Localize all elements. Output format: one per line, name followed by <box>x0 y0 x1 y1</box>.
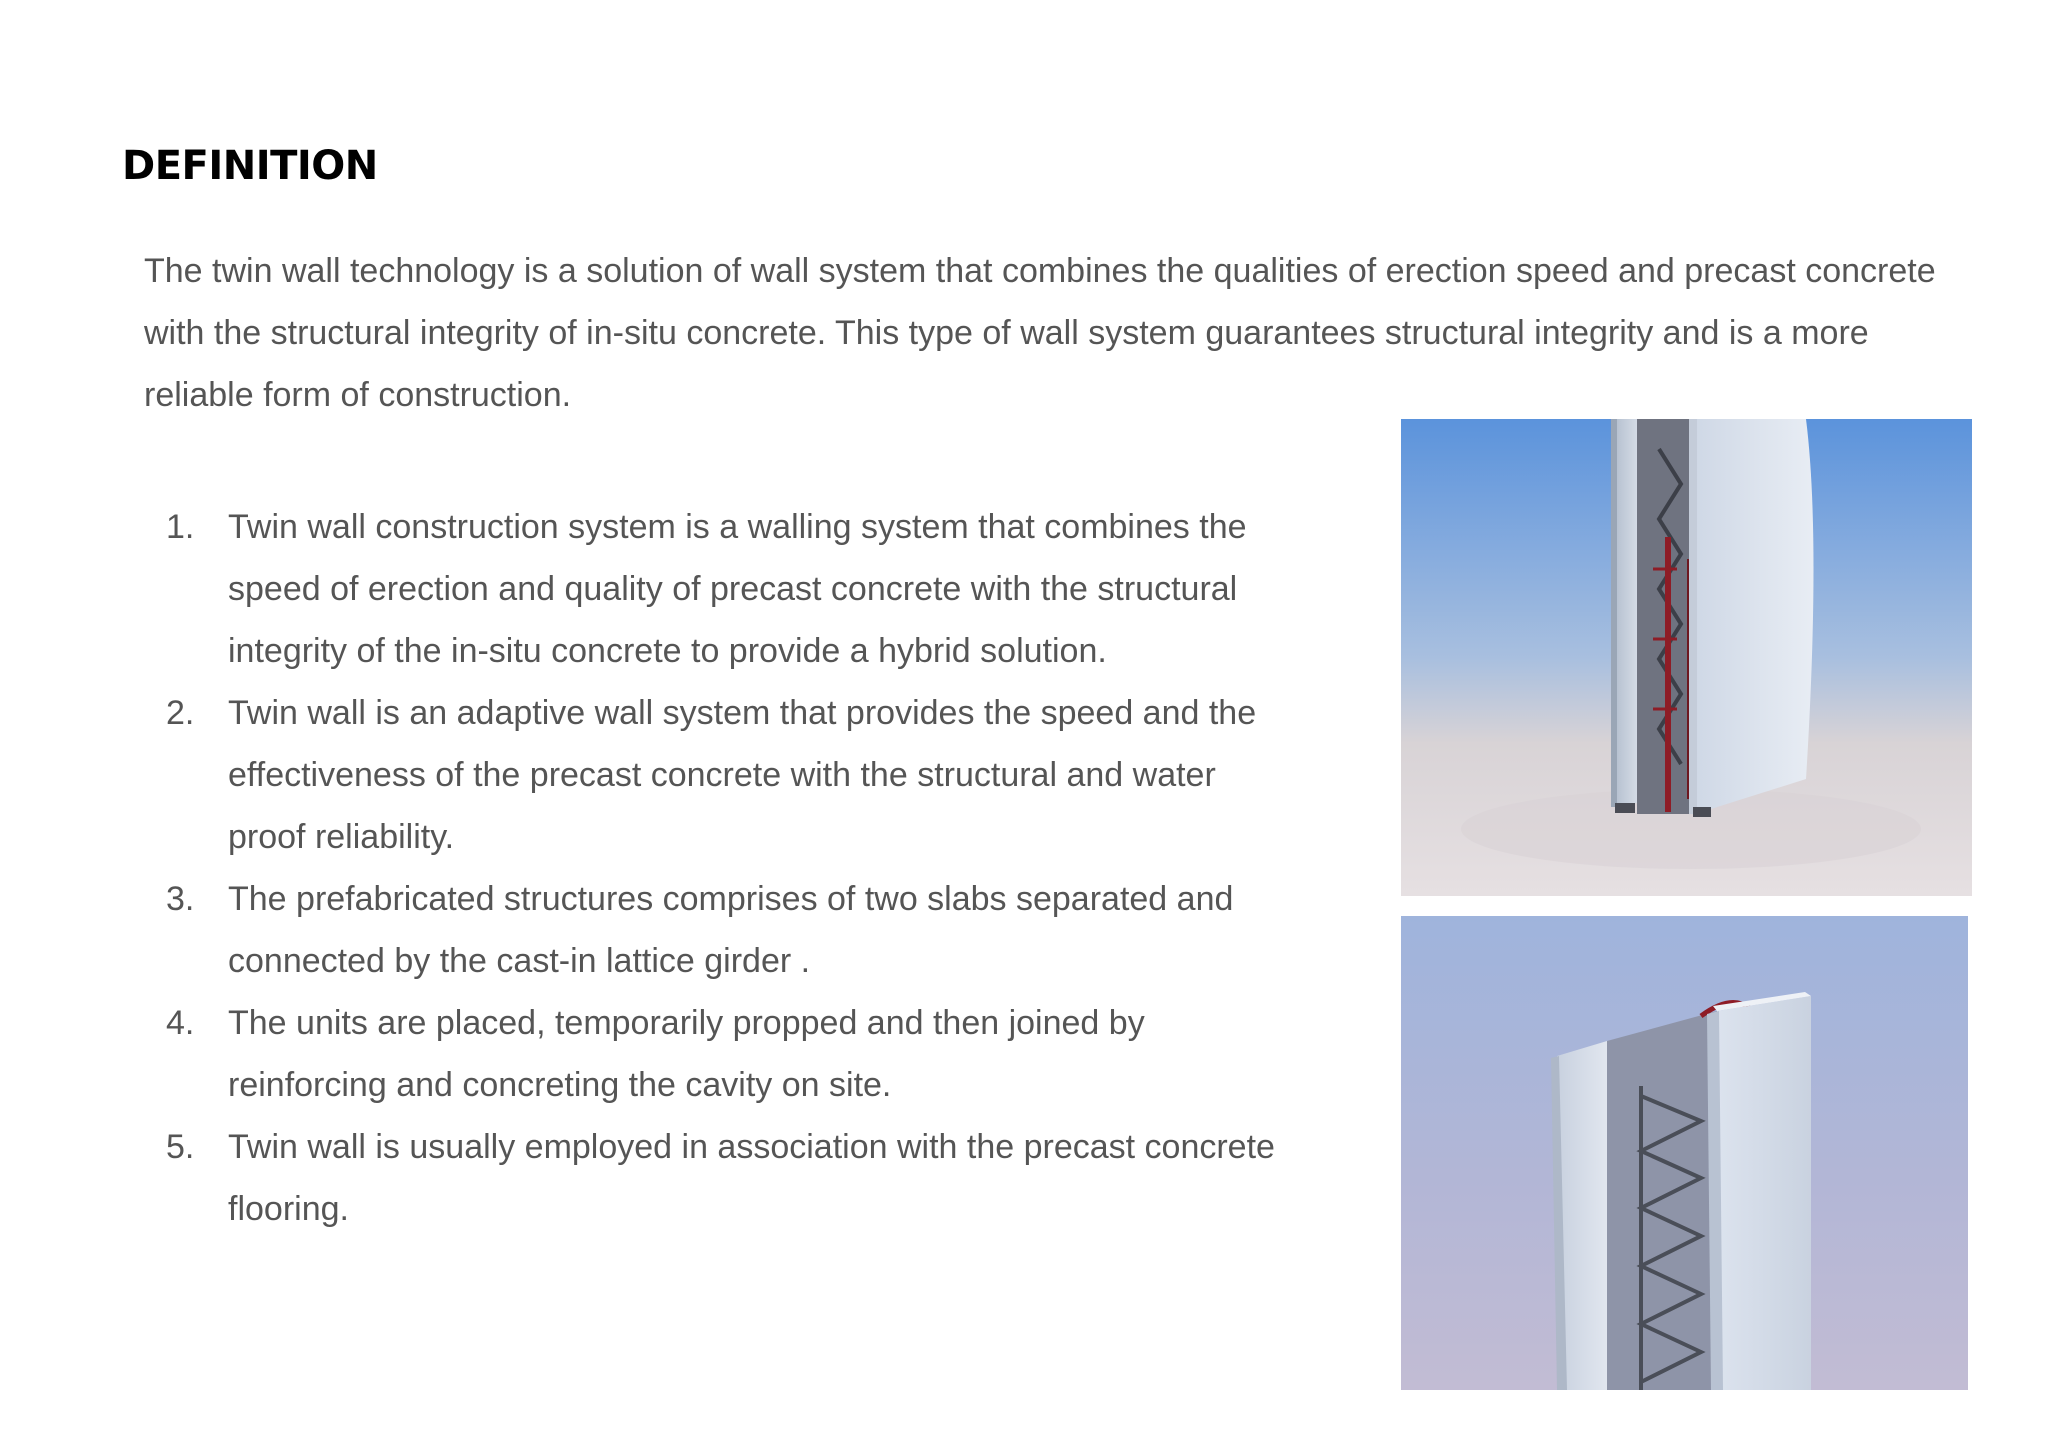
list-text: The prefabricated structures comprises of two slabs separated and connected by the cast-in lattice girder . <box>228 880 1234 980</box>
list-item <box>144 682 1294 868</box>
list-number: 3. <box>166 880 195 918</box>
list-item <box>144 992 1294 1116</box>
list-item <box>144 868 1294 992</box>
intro-paragraph: The twin wall technology is a solution of wall system that combines the qualities of erection speed and precast concrete with the structural integrity of in-situ concrete. This type of wall system guarantees structural integrity and is a more reliable form of construction. <box>144 252 1936 414</box>
page-title: DEFINITION <box>122 143 378 189</box>
list-text: Twin wall is an adaptive wall system that provides the speed and the effectiveness of the precast concrete with the structural and water proof reliability. <box>228 694 1257 856</box>
list-number: 5. <box>166 1128 195 1166</box>
definition-list <box>144 496 1294 1240</box>
list-text: Twin wall is usually employed in association with the precast concrete flooring. <box>228 1128 1275 1228</box>
list-item <box>144 496 1294 682</box>
twin-wall-render-top <box>1401 419 1972 896</box>
twin-wall-side-illustration <box>1401 419 1972 896</box>
list-number: 1. <box>166 508 195 546</box>
list-number: 4. <box>166 1004 195 1042</box>
twin-wall-perspective-illustration <box>1401 916 1968 1390</box>
list-text: Twin wall construction system is a walling system that combines the speed of erection and quality of precast concrete with the structural integrity of the in-situ concrete to provide a hybrid solution. <box>228 508 1247 670</box>
list-item <box>144 1116 1294 1240</box>
list-text: The units are placed, temporarily propped and then joined by reinforcing and concreting the cavity on site. <box>228 1004 1145 1104</box>
twin-wall-render-bottom <box>1401 916 1968 1390</box>
list-number: 2. <box>166 694 195 732</box>
